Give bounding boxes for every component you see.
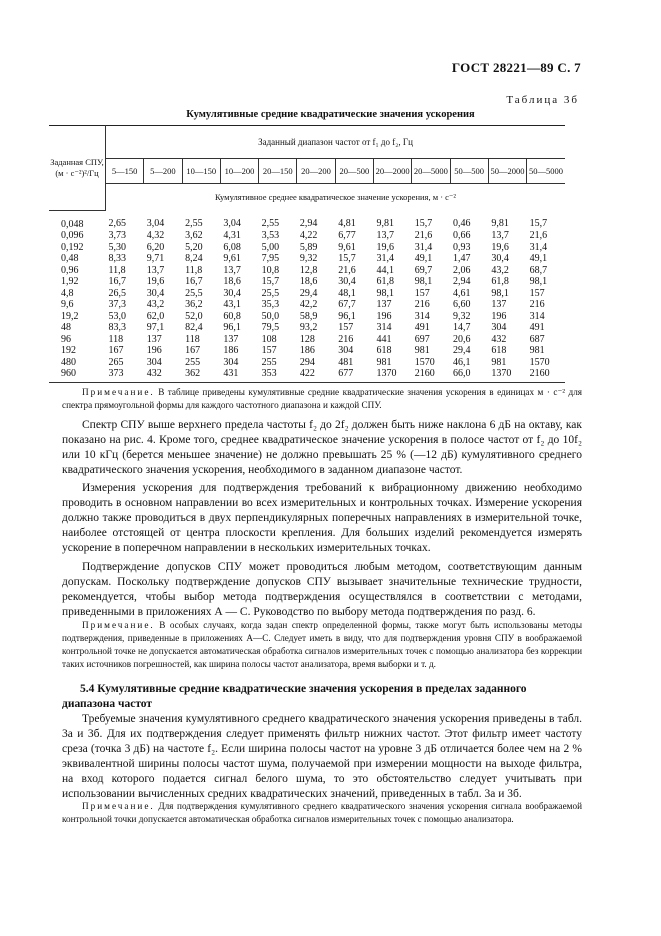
value-cell: 8,33 [108, 253, 126, 264]
value-cell: 43,1 [223, 299, 241, 310]
paragraph-2: Измерения ускорения для подтверждения требований к вибрационному движению необходимо проводить в основном направлении во всех измерительных и контрольных точках. Измерение ускорения должно также проводиться в двух перпендикулярных поперечных направлениях в измерительной точке, наиболее отстоящей от центра плоскости крепления. Для больших изделий рекомендуется измерять ускорение в поперечном направлении в нескольких измерительных точках. [62, 482, 582, 554]
table-title: Кумулятивные средние квадратические значения ускорения [186, 109, 475, 120]
value-cell: 82,4 [185, 322, 203, 333]
table-row [49, 253, 565, 265]
range-column-header: 20—2000 [373, 159, 411, 184]
value-cell: 29,4 [453, 345, 471, 356]
range-column-header: 5—150 [106, 159, 144, 184]
value-cell: 48,1 [338, 287, 356, 299]
value-cell: 5,30 [108, 241, 126, 253]
spu-cell: 0,048 [61, 218, 84, 230]
note-3 [62, 800, 582, 826]
value-cell: 157 [338, 322, 354, 333]
value-cell: 157 [529, 287, 545, 299]
range-column-header: 50—5000 [527, 159, 565, 184]
value-cell: 6,08 [223, 241, 241, 253]
range-column-header: 20—5000 [412, 159, 450, 184]
value-cell: 98,1 [491, 287, 509, 299]
value-cell: 4,61 [453, 287, 471, 299]
value-cell: 3,73 [108, 230, 126, 241]
paragraph-1: Спектр СПУ выше верхнего предела частоты f₂ до 2f₂ должен быть ниже наклона 6 дБ на октаву, как показано на рис. 4. Кроме того, среднее квадратическое значение ускорения в полосе частот от f₂ до 10f₂ или 10 кГц (берется меньшее значение) не должно превышать 25 % (—12 дБ) кумулятивного среднего квадратического значения ускорения, необходимого в заданном диапазоне частот. [62, 419, 582, 476]
value-cell: 255 [261, 356, 277, 368]
table-number: Таблица 3б [506, 94, 579, 106]
value-cell: 98,1 [376, 287, 394, 299]
value-cell: 20,6 [453, 333, 471, 345]
value-cell: 5,00 [261, 241, 280, 253]
table-row [49, 265, 565, 277]
value-cell: 118 [108, 333, 124, 345]
value-cell: 8,24 [185, 253, 203, 264]
value-cell: 186 [223, 345, 239, 356]
stub-header: Заданная СПУ, (м · с⁻²)²/Гц [49, 126, 106, 211]
value-cell: 13,7 [376, 230, 394, 241]
spu-cell: 0,096 [61, 230, 84, 241]
value-cell: 29,4 [299, 287, 318, 299]
value-cell: 677 [335, 368, 373, 382]
value-cell: 314 [414, 310, 430, 322]
value-cell: 1370 [373, 368, 411, 382]
value-cell: 108 [261, 333, 277, 345]
value-cell: 96,1 [338, 310, 356, 322]
spu-cell: 19,2 [61, 310, 79, 322]
value-cell: 137 [491, 299, 507, 310]
value-cell: 422 [297, 368, 335, 382]
value-header: Кумулятивное среднее квадратическое значение ускорения, м · с⁻² [215, 191, 456, 202]
value-cell: 0,66 [453, 230, 471, 241]
range-column-header: 50—2000 [488, 159, 526, 184]
value-cell: 491 [529, 322, 545, 333]
note-text: В таблице приведены кумулятивные средние квадратические значения ускорения в единицах м · с⁻² для спектра прямоугольной формы для каждого частотного диапазона и каждой СПУ. [62, 387, 582, 410]
value-cell: 618 [491, 345, 507, 356]
value-cell: 7,95 [261, 253, 280, 264]
spu-cell: 0,48 [61, 253, 79, 264]
value-cell: 26,5 [108, 287, 126, 299]
value-cell: 9,81 [376, 218, 394, 230]
value-cell: 167 [185, 345, 201, 356]
value-cell: 18,6 [299, 276, 318, 287]
value-cell: 21,6 [414, 230, 433, 241]
value-cell: 294 [299, 356, 315, 368]
spu-cell: 96 [61, 333, 71, 345]
value-cell: 16,7 [185, 276, 203, 287]
value-cell: 15,7 [261, 276, 280, 287]
value-cell: 362 [182, 368, 220, 382]
value-cell: 196 [376, 310, 392, 322]
value-cell: 50,0 [261, 310, 280, 322]
value-cell: 118 [185, 333, 200, 345]
value-cell: 2,94 [299, 218, 318, 230]
value-cell: 13,7 [223, 264, 241, 276]
value-cell: 46,1 [453, 356, 471, 368]
spu-cell: 1,92 [61, 276, 79, 287]
value-cell: 52,0 [185, 310, 203, 322]
value-cell: 1,47 [453, 253, 471, 264]
value-cell: 4,22 [299, 230, 318, 241]
value-cell: 4,31 [223, 230, 241, 241]
note-label: Примечание. [82, 801, 155, 811]
value-cell: 2160 [527, 368, 565, 382]
value-cell: 9,71 [146, 253, 165, 264]
value-cell: 61,8 [376, 276, 394, 287]
spu-cell: 960 [49, 368, 106, 382]
value-cell: 5,89 [299, 241, 318, 253]
value-cell: 42,2 [299, 299, 318, 310]
note-1 [62, 386, 582, 412]
value-cell: 2,06 [453, 264, 471, 276]
value-cell: 19,6 [376, 241, 394, 253]
value-cell: 481 [338, 356, 354, 368]
value-cell: 981 [491, 356, 507, 368]
value-cell: 15,7 [529, 218, 548, 230]
value-cell: 21,6 [529, 230, 548, 241]
spu-cell: 480 [61, 356, 76, 368]
value-cell: 128 [299, 333, 315, 345]
value-cell: 5,20 [185, 241, 203, 253]
table-row [49, 276, 565, 288]
table-row [49, 311, 565, 323]
value-cell: 19,6 [491, 241, 509, 253]
table-row [49, 299, 565, 311]
value-cell: 30,4 [338, 276, 356, 287]
value-cell: 9,61 [223, 253, 241, 264]
value-cell: 15,7 [414, 218, 433, 230]
value-cell: 3,04 [146, 218, 165, 230]
note-text: Для подтверждения кумулятивного среднего квадратического значения ускорения сигнала воображаемой контрольной точки допускается автоматическая обработка сигналов измерительных точек с помощью анализатора. [62, 801, 582, 824]
value-cell: 68,7 [529, 264, 548, 276]
range-column-header: 10—200 [220, 159, 258, 184]
value-cell: 255 [185, 356, 201, 368]
value-cell: 97,1 [146, 322, 165, 333]
table-row [49, 288, 565, 300]
value-cell: 3,53 [261, 230, 280, 241]
value-cell: 137 [376, 299, 392, 310]
value-cell: 2,65 [108, 218, 126, 230]
data-table [49, 125, 565, 383]
value-cell: 79,5 [261, 322, 280, 333]
value-cell: 60,8 [223, 310, 241, 322]
note-2 [62, 619, 582, 671]
value-cell: 9,81 [491, 218, 509, 230]
value-cell: 4,32 [146, 230, 165, 241]
value-cell: 432 [144, 368, 182, 382]
value-cell: 16,7 [108, 276, 126, 287]
value-cell: 491 [414, 322, 430, 333]
range-column-header: 20—200 [297, 159, 335, 184]
value-cell: 43,2 [491, 264, 509, 276]
value-cell: 216 [414, 299, 430, 310]
value-cell: 31,4 [529, 241, 548, 253]
value-cell: 93,2 [299, 322, 318, 333]
value-cell: 66,0 [450, 368, 488, 382]
value-cell: 15,7 [338, 253, 356, 264]
value-cell: 83,3 [108, 322, 126, 333]
value-cell: 157 [414, 287, 430, 299]
value-cell: 98,1 [529, 276, 548, 287]
value-cell: 314 [376, 322, 392, 333]
value-cell: 196 [491, 310, 507, 322]
value-cell: 37,3 [108, 299, 126, 310]
value-cell: 981 [529, 345, 545, 356]
value-cell: 30,4 [146, 287, 165, 299]
value-cell: 373 [106, 368, 144, 382]
note-label: Примечание. [82, 620, 155, 630]
value-cell: 36,2 [185, 299, 203, 310]
value-cell: 6,20 [146, 241, 165, 253]
value-cell: 0,46 [453, 218, 471, 230]
value-cell: 62,0 [146, 310, 165, 322]
range-column-header: 20—150 [259, 159, 297, 184]
value-cell: 31,4 [376, 253, 394, 264]
table-row [49, 334, 565, 346]
spu-cell: 4,8 [61, 287, 74, 299]
value-cell: 13,7 [491, 230, 509, 241]
spu-cell: 0,192 [61, 241, 84, 253]
value-cell: 304 [146, 356, 162, 368]
value-cell: 25,5 [261, 287, 280, 299]
value-cell: 1370 [488, 368, 526, 382]
value-cell: 304 [223, 356, 239, 368]
value-cell: 35,3 [261, 299, 280, 310]
value-cell: 304 [338, 345, 354, 356]
paragraph-4: Требуемые значения кумулятивного среднего квадратического значения ускорения приведены в табл. 3а и 3б. Для их подтверждения следует применять фильтр нижних частот. Этот фильтр имеет частоту среза (точка 3 дБ) на частоте f₂. Если ширина полосы частот на уровне 3 дБ отличается более чем на 2 % эквивалентной ширины полосы частот шума, получаемой при измерении мощности на выходе фильтра, на вход которого подается сигнал белого шума, то это обстоятельство следует учитывать при использовании вычисленных средних квадратических значений, приведенных в табл. 3а и 3б. [62, 713, 582, 800]
value-cell: 9,32 [299, 253, 318, 264]
value-cell: 10,8 [261, 264, 280, 276]
table-row [49, 345, 565, 357]
value-cell: 157 [261, 345, 277, 356]
value-cell: 31,4 [414, 241, 433, 253]
value-cell: 1570 [414, 356, 435, 368]
table-row [49, 322, 565, 334]
table-row [49, 242, 565, 254]
value-cell: 18,6 [223, 276, 241, 287]
page-header: ГОСТ 28221—89 С. 7 [451, 60, 581, 75]
range-header: Заданный диапазон частот от f₁ до f₂, Гц [106, 126, 566, 159]
note-label: Примечание. [82, 387, 155, 397]
note-text: В особых случаях, когда задан спектр определенной формы, также могут быть использованы методы подтверждения, приведенные в приложениях А—С. Следует иметь в виду, что для подтверждения уровня СПУ в воображаемой контрольной точке не допускается автоматическая обработка сигналов измерительных точек с помощью анализатора без коррекции таких источников погрешностей, как ширина полосы частот анализатора, время выборки и т. д. [62, 620, 582, 669]
value-cell: 44,1 [376, 264, 394, 276]
range-column-header: 10—150 [182, 159, 220, 184]
value-cell: 11,8 [185, 264, 203, 276]
value-cell: 167 [108, 345, 124, 356]
value-cell: 49,1 [529, 253, 548, 264]
value-cell: 3,04 [223, 218, 241, 230]
value-cell: 2160 [412, 368, 450, 382]
value-cell: 441 [376, 333, 392, 345]
value-cell: 43,2 [146, 299, 165, 310]
value-cell: 196 [146, 345, 162, 356]
value-cell: 687 [529, 333, 545, 345]
value-cell: 53,0 [108, 310, 126, 322]
spu-cell: 192 [61, 345, 76, 356]
value-cell: 13,7 [146, 264, 165, 276]
value-cell: 96,1 [223, 322, 241, 333]
value-cell: 618 [376, 345, 392, 356]
range-column-header: 5—200 [144, 159, 182, 184]
value-cell: 4,81 [338, 218, 356, 230]
range-column-header: 50—500 [450, 159, 488, 184]
value-cell: 9,61 [338, 241, 356, 253]
value-cell: 19,6 [146, 276, 165, 287]
range-column-header: 20—500 [335, 159, 373, 184]
spu-cell: 0,96 [61, 264, 79, 276]
value-cell: 0,93 [453, 241, 471, 253]
value-cell: 216 [529, 299, 545, 310]
table-row [49, 368, 565, 382]
spu-cell: 48 [61, 322, 71, 333]
value-cell: 981 [414, 345, 430, 356]
value-cell: 697 [414, 333, 430, 345]
value-cell: 11,8 [108, 264, 126, 276]
table-row [49, 357, 565, 369]
value-cell: 30,4 [223, 287, 241, 299]
value-cell: 61,8 [491, 276, 509, 287]
value-cell: 431 [220, 368, 258, 382]
value-cell: 3,62 [185, 230, 203, 241]
value-cell: 353 [259, 368, 297, 382]
value-cell: 137 [223, 333, 239, 345]
table-row [49, 230, 565, 242]
value-cell: 9,32 [453, 310, 471, 322]
value-cell: 6,60 [453, 299, 471, 310]
value-cell: 137 [146, 333, 162, 345]
value-cell: 981 [376, 356, 392, 368]
value-cell: 314 [529, 310, 545, 322]
section-heading: 5.4 Кумулятивные средние квадратические значения ускорения в пределах заданного диапазона частот [62, 683, 527, 710]
value-cell: 6,77 [338, 230, 356, 241]
value-cell: 69,7 [414, 264, 433, 276]
value-cell: 432 [491, 333, 507, 345]
value-cell: 216 [338, 333, 354, 345]
value-cell: 21,6 [338, 264, 356, 276]
value-cell: 98,1 [414, 276, 433, 287]
value-cell: 304 [491, 322, 507, 333]
value-cell: 265 [108, 356, 124, 368]
value-cell: 49,1 [414, 253, 433, 264]
value-cell: 1570 [529, 356, 550, 368]
value-cell: 2,55 [185, 218, 203, 230]
value-cell: 14,7 [453, 322, 471, 333]
value-cell: 67,7 [338, 299, 356, 310]
value-cell: 186 [299, 345, 315, 356]
value-cell: 2,55 [261, 218, 280, 230]
value-cell: 12,8 [299, 264, 318, 276]
value-cell: 2,94 [453, 276, 471, 287]
value-cell: 30,4 [491, 253, 509, 264]
paragraph-3: Подтверждение допусков СПУ может проводиться любым методом, соответствующим данным допускам. Поскольку подтверждение допусков СПУ вызывает значительные технические трудности, рекомендуется, чтобы выбор метода подтверждения осуществлялся в соответствии с методами, приведенными в приложениях А — С. Руководство по выбору метода подтверждения по разд. 6. [62, 561, 582, 618]
table-row [49, 210, 565, 230]
value-cell: 58,9 [299, 310, 318, 322]
value-cell: 25,5 [185, 287, 203, 299]
spu-cell: 9,6 [61, 299, 74, 310]
